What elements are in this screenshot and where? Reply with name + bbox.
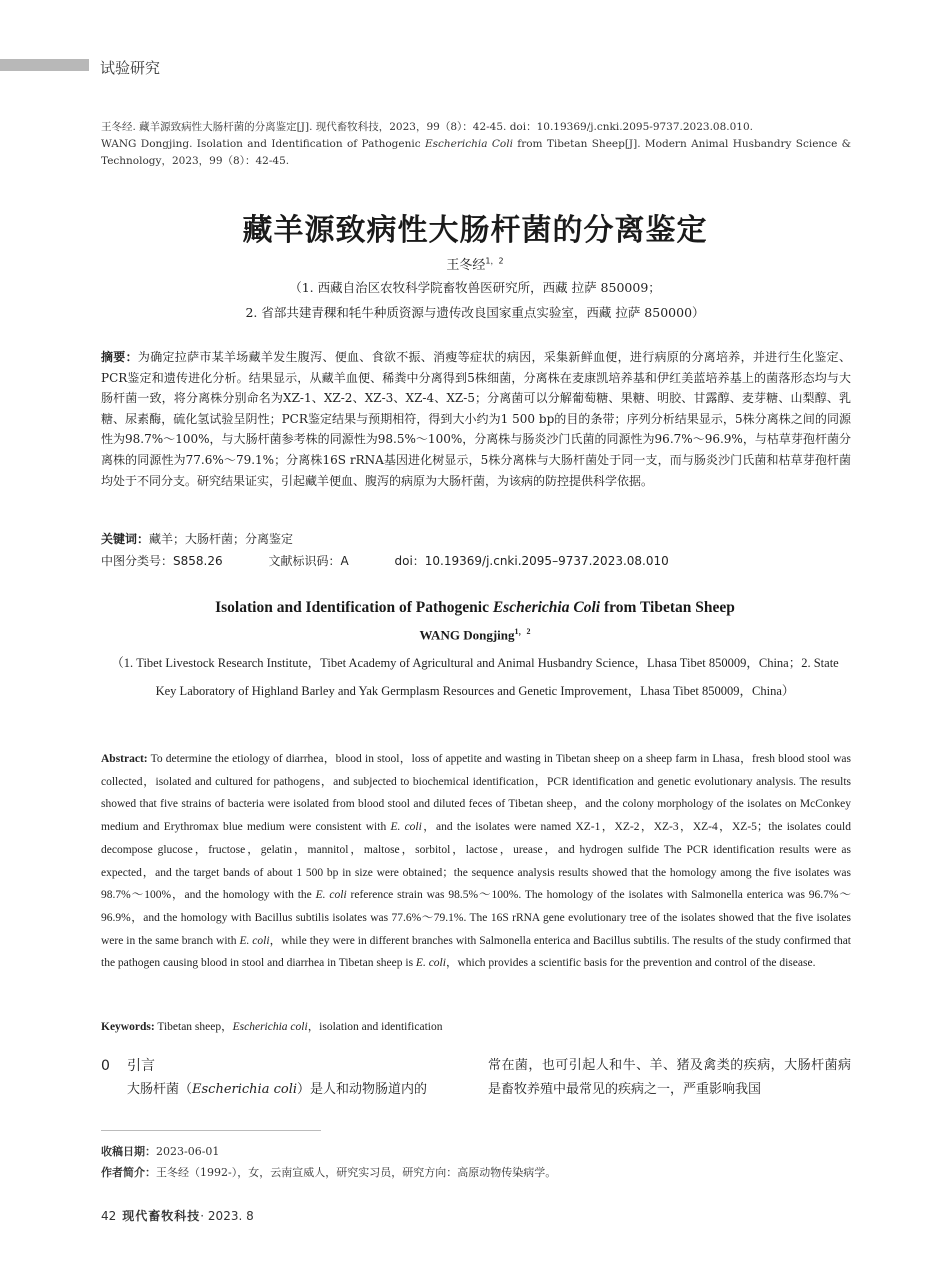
issue-label: · 2023. 8 xyxy=(200,1209,254,1223)
citation-en: WANG Dongjing. Isolation and Identification of Pathogenic Escherichia Coli from Tibetan Sheep[J]. Modern Animal Husbandry Science & Technology，2023，99（8）：42-45. xyxy=(101,138,851,167)
affiliation-cn-2: 2. 省部共建青稞和牦牛种质资源与遗传改良国家重点实验室，西藏 拉萨 850000） xyxy=(245,305,705,320)
abstract-en-label: Abstract: xyxy=(101,753,148,765)
section-header-bar xyxy=(0,59,89,71)
abstract-en: Abstract: To determine the etiology of diarrhea，blood in stool，loss of appetite and wasting in Tibetan sheep on a sheep farm in Lhasa，fresh blood stool was collected，isolated and cultured for pathogens，and subjected to biochemical identification，PCR identification and genetic evolutionary analysis. The results showed that five strains of bacteria were isolated from blood stool and diluted feces of Tibetan sheep，and the colony morphology of the isolates on McConkey medium and Erythromax blue medium were consistent with E. coli，and the isolates were named XZ-1，XZ-2，XZ-3，XZ-4，XZ-5；the isolates could decompose glucose，fructose，gelatin，mannitol，maltose，sorbitol，lactose，urease，and hydrogen sulfide The PCR identification results were as expected，and the target bands of about 1 500 bp in size were obtained；the sequence analysis results showed that the homology among the five isolates was 98.7%～100%，and the homology with the E. coli reference strain was 98.5%～100%. The homology of the isolates with Salmonella enterica was 96.7%～96.9%，and the homology with Bacillus subtilis isolates was 77.6%～79.1%. The 16S rRNA gene evolutionary tree of the isolates showed that the five isolates were in the same branch with E. coli，while they were in different branches with Salmonella enterica and Bacillus subtilis. The results of the study confirmed that the pathogen causing blood in stool and diarrhea in Tibetan sheep is E. coli，which provides a scientific basis for the prevention and control of the disease. xyxy=(101,753,851,970)
abstract-cn-label: 摘要： xyxy=(101,350,138,364)
body-column-left xyxy=(101,1054,464,1102)
abstract-cn xyxy=(101,347,851,491)
author-superscript: 1，2 xyxy=(485,256,504,266)
keywords-cn: 关键词：藏羊；大肠杆菌；分离鉴定 xyxy=(101,532,294,546)
document-code: 文献标识码：A xyxy=(268,554,349,568)
footnote-received: 收稿日期：2023-06-01 xyxy=(101,1145,220,1158)
citation-cn: 王冬经. 藏羊源致病性大肠杆菌的分离鉴定[J]. 现代畜牧科技，2023，99（8）：42-45. doi：10.19369/j.cnki.2095-9737.2023.08.010. xyxy=(101,121,754,133)
affiliation-cn-1: （1. 西藏自治区农牧科学院畜牧兽医研究所，西藏 拉萨 850009； xyxy=(289,280,661,295)
article-title-en: Isolation and Identification of Pathogenic Escherichia Coli from Tibetan Sheep xyxy=(215,599,735,616)
keywords-en: Keywords: Tibetan sheep，Escherichia coli，isolation and identification xyxy=(101,1021,443,1033)
clc-number: 中图分类号：S858.26 xyxy=(101,554,223,568)
section-label: 试验研究 xyxy=(100,59,161,77)
affiliation-en: （1. Tibet Livestock Research Institute，Tibet Academy of Agricultural and Animal Husbandry Science，Lhasa Tibet 850009，China；2. State Key Laboratory of Highland Barley and Yak Germplasm Resources and Genetic Improvement，Lhasa Tibet 850009，China） xyxy=(111,656,839,698)
intro-paragraph-right: 常在菌，也可引起人和牛、羊、猪及禽类的疾病，大肠杆菌病是畜牧养殖中最常见的疾病之一，严重影响我国 xyxy=(488,1058,851,1097)
intro-paragraph-left: 大肠杆菌（Escherichia coli）是人和动物肠道内的 xyxy=(127,1082,428,1097)
page-number: 42 xyxy=(101,1209,117,1223)
article-title-cn: 藏羊源致病性大肠杆菌的分离鉴定 xyxy=(242,213,708,248)
footnote-divider xyxy=(101,1130,321,1131)
page-footer xyxy=(101,1207,254,1224)
journal-name: 现代畜牧科技 xyxy=(122,1209,201,1223)
author-cn: 王冬经$^{1,2}$ xyxy=(446,256,504,273)
doi-text: doi：10.19369/j.cnki.2095–9737.2023.08.010 xyxy=(394,554,669,568)
section-heading: 0 引言 xyxy=(101,1058,155,1074)
citation-block xyxy=(101,119,851,170)
footnote-author-bio: 作者简介：王冬经（1992-），女，云南宣威人，研究实习员，研究方向：高原动物传染病学。 xyxy=(101,1166,557,1179)
abstract-cn-text: 为确定拉萨市某羊场藏羊发生腹泻、便血、食欲不振、消瘦等症状的病因，采集新鲜血便，进行病原的分离培养，并进行生化鉴定、PCR鉴定和遗传进化分析。结果显示，从藏羊血便、稀粪中分离得到5株细菌，分离株在麦康凯培养基和伊红美蓝培养基上的菌落形态均与大肠杆菌一致，将分离株分别命名为XZ-1、XZ-2、XZ-3、XZ-4、XZ-5；分离菌可以分解葡萄糖、果糖、明胶、甘露醇、麦芽糖、山梨醇、乳糖、尿素酶，硫化氢试验呈阴性；PCR鉴定结果与预期相符，得到大小约为1 500 bp的目的条带；序列分析结果显示，5株分离株之间的同源性为98.7%～100%，与大肠杆菌参考株的同源性为98.5%～100%，分离株与肠炎沙门氏菌的同源性为96.7%～96.9%，与枯草芽孢杆菌分离株的同源性为77.6%～79.1%；分离株16S rRNA基因进化树显示，5株分离株与大肠杆菌处于同一支，而与肠炎沙门氏菌和枯草芽孢杆菌均处于不同分支。研究结果证实，引起藏羊便血、腹泻的病原为大肠杆菌，为该病的防控提供科学依据。 xyxy=(101,350,851,488)
classification-line xyxy=(101,552,711,569)
author-en: WANG Dongjing$^{1,2}$ xyxy=(419,627,531,643)
